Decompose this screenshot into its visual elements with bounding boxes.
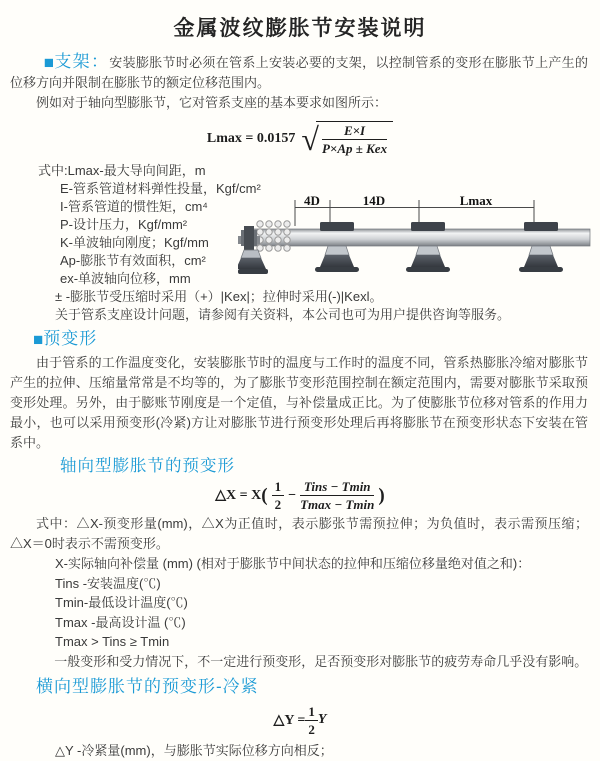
support-example-line: 例如对于轴向型膨胀节，它对管系支座的基本要求如图所示： (36, 95, 388, 110)
support-consulting-note: 关于管系支座设计问题，请参阅有关资料，本公司也可为用户提供咨询等服务。 (55, 307, 511, 322)
preform-body-paragraph: 由于管系的工作温度变化，安装膨胀节时的温度与工作时的温度不同，管系热膨胀冷缩对膨胀节产生的拉伸、压缩量常常是不均等的，为了膨胀节变形范围控制在额定范围内，需要对膨胀节采取预变形处理。另外，由于膨账节刚度是一个定值，与补偿量成正比。为了使膨胀节位移对管系的作用力最小，也可以采用预变形(冷紧)方让对膨胀节进行预变形处理后再将膨胀节在预变形状态下安装在管系中。 (10, 355, 588, 450)
pipe-support (406, 222, 450, 272)
axial-note-line: Tins -安装温度(℃) (55, 575, 161, 591)
dim-label-lmax: Lmax (459, 196, 493, 208)
axial-note-paragraph: 式中：△X-预变形量(mm)，△X为正值时，表示膨张节需预拉伸；为负值时，表示需预压缩；△X＝0时表示不需预变形。 (10, 516, 588, 551)
lateral-preform-formula (0, 704, 600, 737)
lateral-note-line: △Y -冷紧量(mm)，与膨胀节实际位移方向相反； (55, 742, 333, 758)
minus-sign: − (288, 487, 297, 503)
formula-lhs: △Y = (273, 712, 306, 728)
half-fraction (272, 479, 285, 512)
support-section-heading: 支架： (54, 52, 110, 71)
fraction-numerator: E×I (322, 123, 387, 140)
axial-note-line: Tmax -最高设计温 (℃) (55, 614, 186, 630)
preform-heading-label: 预变形 (43, 329, 98, 348)
axial-note-line: Tmax > Tins ≥ Tmin (55, 634, 170, 649)
section-square-icon: ■ (33, 330, 44, 349)
radical-body (316, 121, 393, 156)
formula-fraction (322, 123, 387, 156)
fraction-denominator: Tmax − Tmin (300, 497, 375, 512)
axial-note-line: Tmin-最低设计温度(℃) (55, 595, 188, 610)
page-title: 金属波纹膨胀节安装说明 (173, 17, 427, 40)
definition-line: 式中:Lmax-最大导向间距，m (38, 163, 206, 178)
definition-line: Ap-膨胀节有效面积，cm² (60, 253, 206, 268)
fraction-denominator: 2 (308, 721, 315, 737)
section-square-icon: ■ (43, 53, 55, 72)
pipe-support (519, 222, 563, 272)
lateral-preform-heading: 横向型膨胀节的预变形-冷紧 (36, 676, 259, 696)
dim-label-14d: 14D (362, 196, 386, 208)
preform-section-heading (33, 328, 600, 351)
guide-spacing-formula (0, 121, 600, 156)
formula-rhs: Y (317, 712, 327, 727)
fraction-denominator: P×Ap ± Kex (321, 141, 388, 156)
axial-preform-heading: 轴向型膨胀节的预变形 (60, 457, 235, 475)
definition-line: P-设计压力，Kgf/mm² (60, 217, 188, 232)
fraction-numerator: Tins − Tmin (300, 479, 374, 496)
formula-lhs: Lmax = 0.0157 (206, 130, 296, 146)
definition-line: I-管系管道的惯性矩，cm⁴ (60, 199, 208, 214)
axial-preform-formula (0, 479, 600, 512)
support-intro-paragraph (10, 52, 588, 93)
definition-line: E-管系管道材料弹性投量，Kgf/cm² (60, 181, 261, 196)
axial-closing-note: 一般变形和受力情况下，不一定进行预变形，足否预变形对膨胀节的疲劳寿命几乎没有影响。 (54, 653, 588, 669)
temperature-fraction (300, 479, 374, 512)
radical-sign: √ (301, 120, 319, 157)
support-spacing-diagram (238, 196, 600, 288)
half-fraction (305, 704, 318, 737)
dim-label-4d: 4D (304, 196, 320, 208)
pipe-support (315, 222, 359, 272)
support-intro-text: 安装膨胀节时必须在管系上安装必要的支架，以控制管系的变形在膨胀节上产生的位移方向并限制在膨胀节的额定位移范围内。 (10, 55, 588, 90)
pipe (246, 229, 590, 246)
definition-line: ± -膨胀节受压缩时采用（+）|Kex|；拉伸时采用(-)|Kexl。 (55, 289, 383, 304)
formula-lhs: △X = X (215, 488, 262, 503)
definition-line: ex-单波轴向位移，mm (60, 271, 191, 286)
axial-note-line: X-实际轴向补偿量 (mm) (相对于膨胀节中间状态的拉伸和压缩位移量绝对值之和)： (55, 556, 531, 571)
open-paren: ( (261, 484, 268, 506)
fraction-numerator: 1 (272, 479, 285, 496)
fraction-denominator: 2 (274, 497, 282, 512)
fraction-numerator: 1 (305, 704, 318, 721)
close-paren: ) (378, 484, 385, 506)
definition-line: K-单波轴向刚度；Kgf/mm (60, 235, 209, 250)
